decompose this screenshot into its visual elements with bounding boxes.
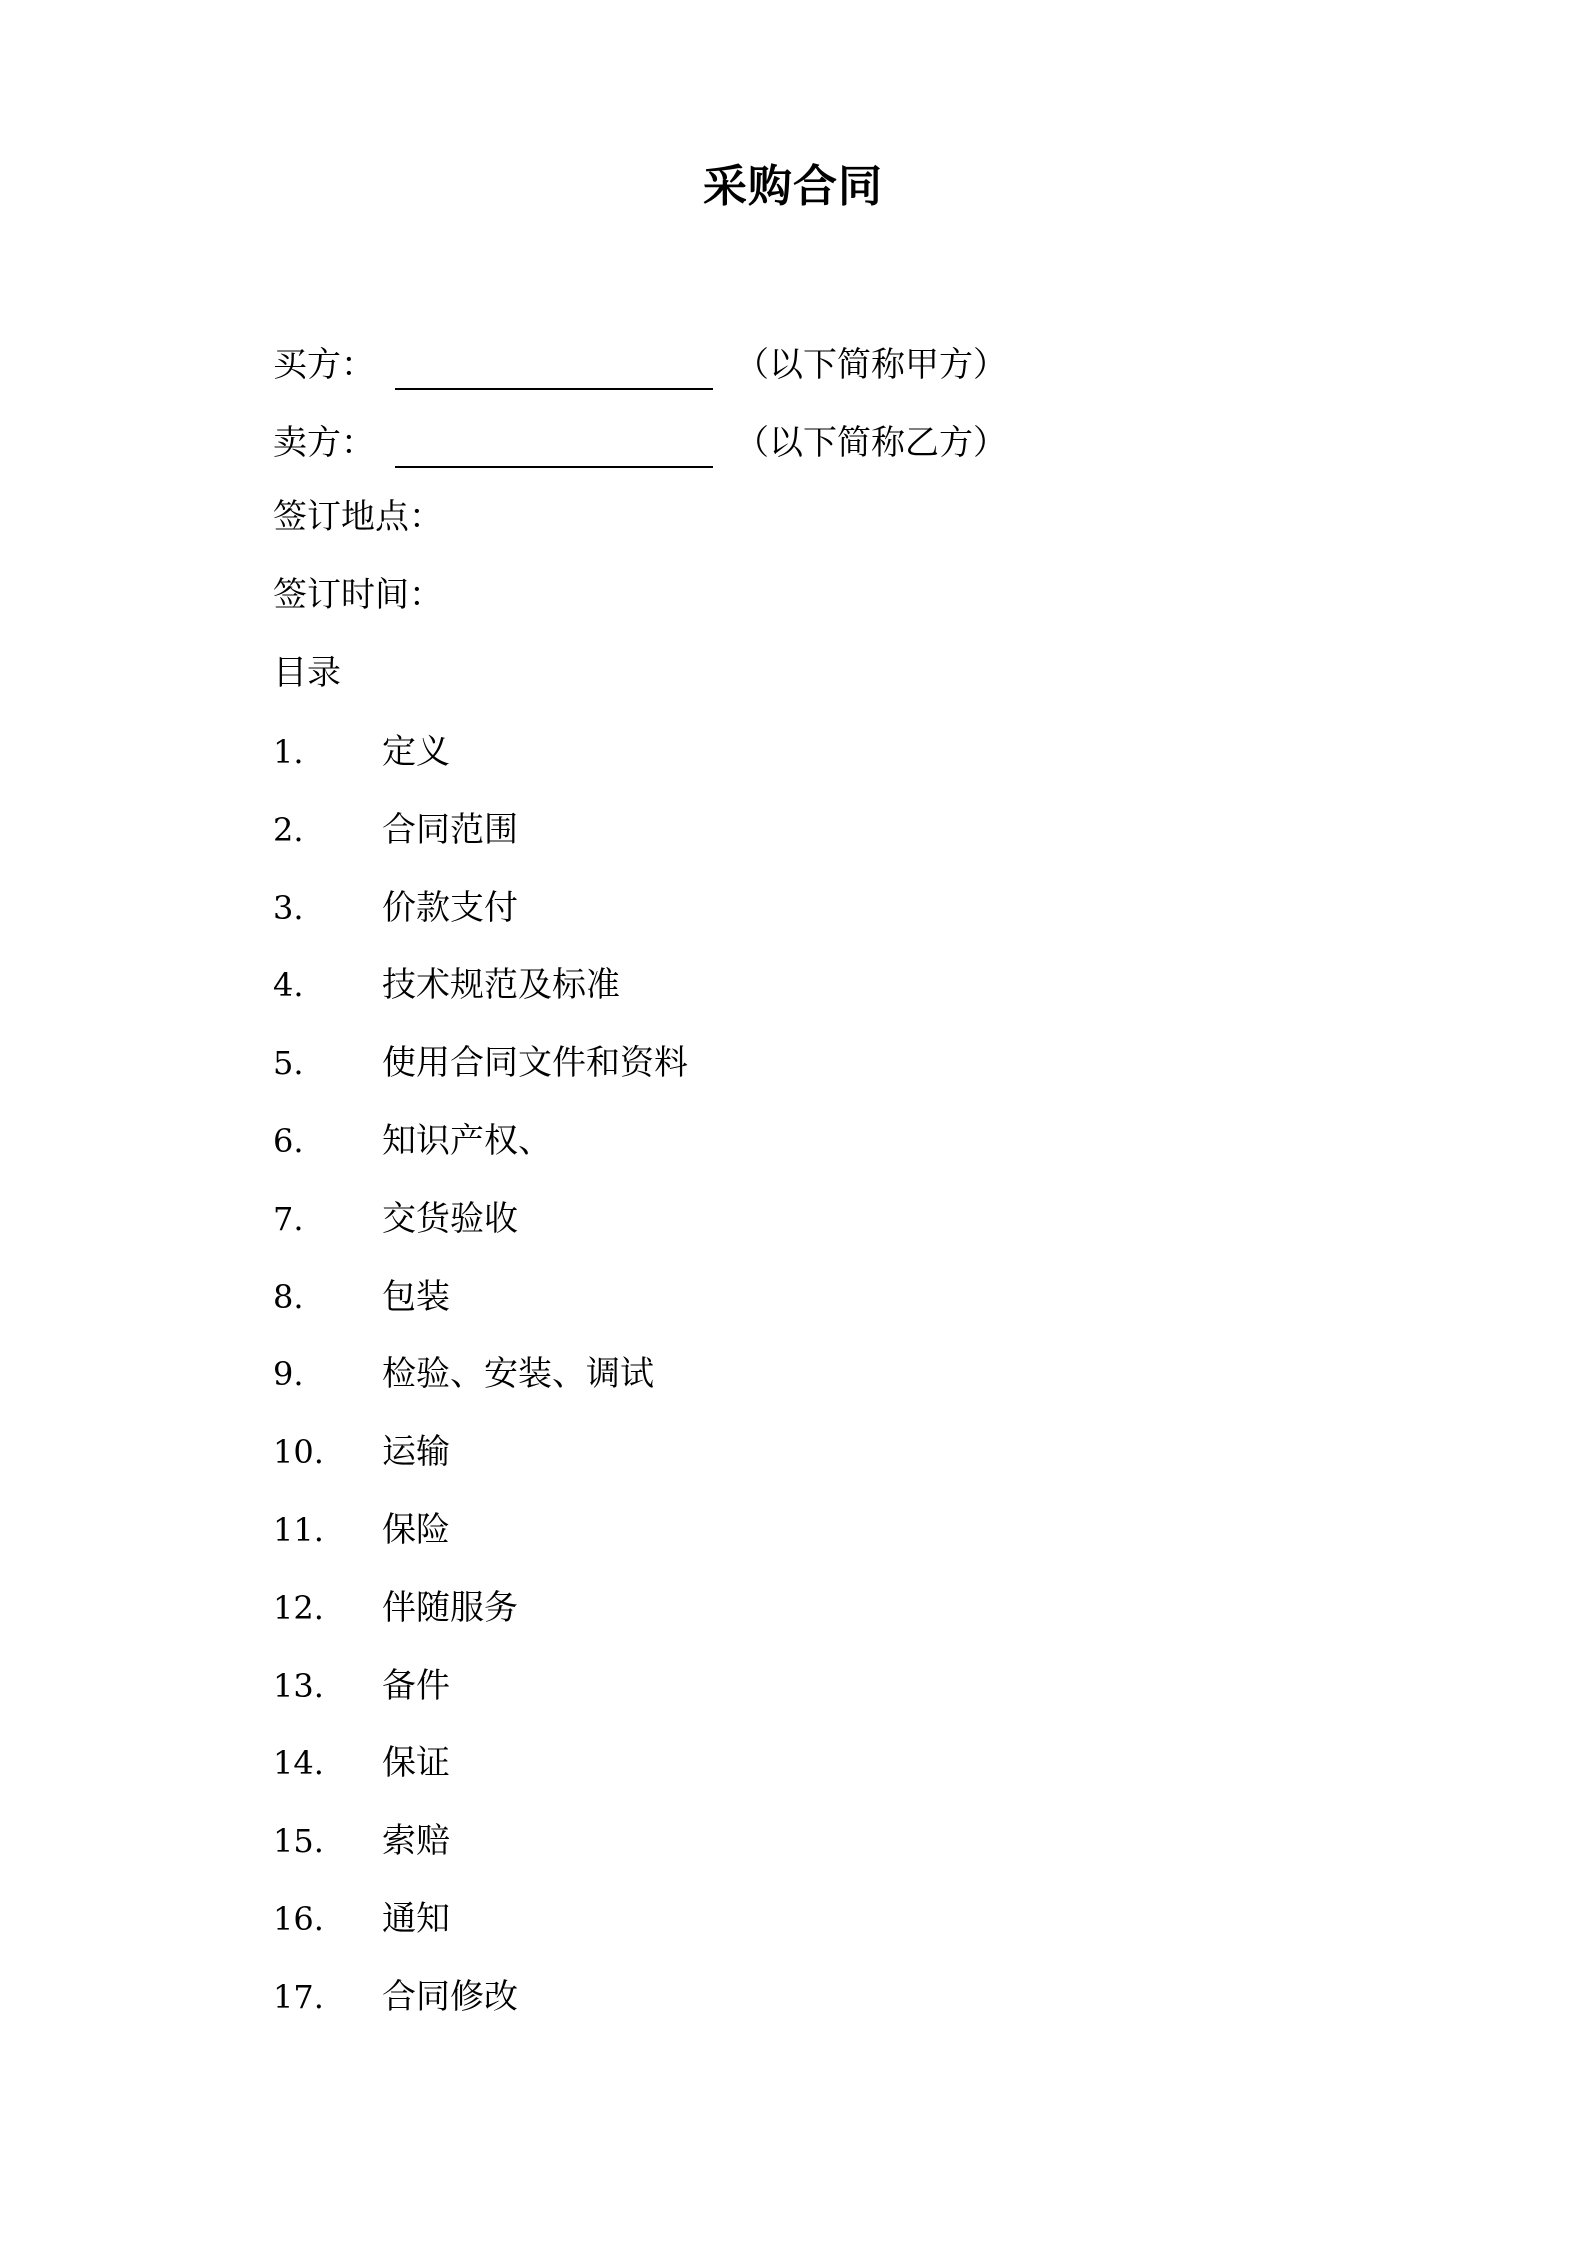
toc-item[interactable]	[273, 727, 688, 805]
toc-item-number: 10.	[273, 1433, 324, 1472]
seller-note: （以下简称乙方）	[735, 423, 1007, 463]
toc-item-number: 8.	[273, 1277, 304, 1316]
toc-item-number: 7.	[273, 1199, 304, 1238]
toc-item-label: 保险	[382, 1509, 450, 1550]
toc-item-number: 1.	[273, 733, 304, 771]
seller-label: 卖方：	[273, 423, 375, 463]
toc-item[interactable]	[273, 1661, 688, 1739]
toc-item-number: 3.	[273, 888, 304, 927]
toc-item-label: 保证	[382, 1743, 450, 1784]
toc-item[interactable]	[273, 1505, 688, 1583]
toc-item[interactable]	[273, 1194, 688, 1272]
toc-item[interactable]	[273, 1427, 688, 1505]
toc-item-label: 定义	[382, 732, 450, 772]
toc-item-number: 5.	[273, 1044, 304, 1083]
toc-item-number: 11.	[273, 1510, 324, 1549]
toc-item-number: 13.	[273, 1666, 324, 1705]
toc-item[interactable]	[273, 1816, 688, 1894]
seller-field	[273, 408, 1007, 468]
buyer-label: 买方：	[273, 345, 375, 385]
toc-item-label: 使用合同文件和资料	[382, 1043, 688, 1084]
toc-item[interactable]	[273, 1038, 688, 1116]
toc-item-label: 运输	[382, 1432, 450, 1473]
buyer-blank-line[interactable]	[395, 340, 713, 390]
toc-item[interactable]	[273, 1116, 688, 1194]
toc-item[interactable]	[273, 1349, 688, 1427]
toc-item-number: 15.	[273, 1822, 324, 1861]
toc-item-number: 6.	[273, 1121, 304, 1160]
toc-item-label: 包装	[382, 1276, 450, 1317]
toc-item-label: 通知	[382, 1898, 450, 1939]
toc-item-label: 索赔	[382, 1821, 450, 1862]
toc-heading: 目录	[273, 653, 341, 693]
toc-item-number: 9.	[273, 1355, 304, 1394]
toc-item[interactable]	[273, 805, 688, 883]
toc-item-label: 合同范围	[382, 809, 518, 850]
toc-item[interactable]	[273, 1972, 688, 2050]
toc-item-number: 4.	[273, 966, 304, 1005]
toc-item[interactable]	[273, 883, 688, 961]
seller-blank-line[interactable]	[395, 418, 713, 468]
toc-item[interactable]	[273, 1738, 688, 1816]
toc-item-label: 合同修改	[382, 1976, 518, 2017]
toc-item-label: 伴随服务	[382, 1587, 518, 1628]
document-title: 采购合同	[703, 161, 883, 212]
toc-item-label: 知识产权、	[382, 1120, 552, 1161]
toc-item[interactable]	[273, 1583, 688, 1661]
toc-item-number: 2.	[273, 810, 304, 849]
signing-place-label: 签订地点：	[273, 497, 443, 537]
toc-item-number: 14.	[273, 1744, 324, 1783]
toc-item-number: 17.	[273, 1977, 324, 2016]
toc-item[interactable]	[273, 1272, 688, 1350]
toc-item[interactable]	[273, 1894, 688, 1972]
signing-time-label: 签订时间：	[273, 575, 443, 615]
table-of-contents	[273, 727, 688, 2050]
toc-item[interactable]	[273, 960, 688, 1038]
toc-item-label: 价款支付	[382, 887, 518, 928]
buyer-field	[273, 330, 1007, 390]
toc-item-label: 备件	[382, 1665, 450, 1706]
toc-item-label: 技术规范及标准	[382, 965, 620, 1006]
buyer-note: （以下简称甲方）	[735, 345, 1007, 385]
toc-item-number: 12.	[273, 1588, 324, 1627]
toc-item-label: 交货验收	[382, 1198, 518, 1239]
toc-item-label: 检验、安装、调试	[382, 1354, 654, 1395]
toc-item-number: 16.	[273, 1899, 324, 1938]
